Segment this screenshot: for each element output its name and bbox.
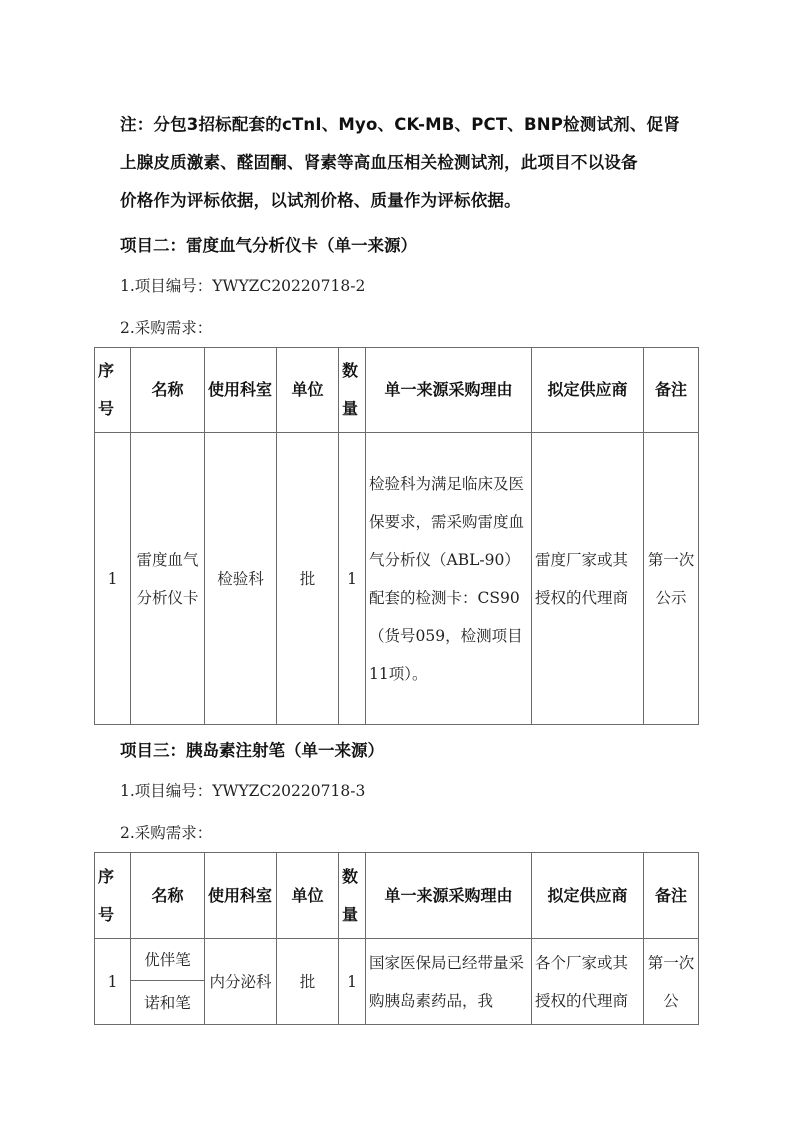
cell-remark: 第一次公 <box>644 939 699 1025</box>
header-unit: 单位 <box>277 853 339 939</box>
header-reason: 单一来源采购理由 <box>366 348 532 433</box>
header-reason: 单一来源采购理由 <box>366 853 532 939</box>
cell-dept: 检验科 <box>205 433 277 725</box>
cell-qty: 1 <box>339 939 366 1025</box>
cell-supplier: 雷度厂家或其授权的代理商 <box>532 433 644 725</box>
cell-remark: 第一次公示 <box>644 433 699 725</box>
cell-seq: 1 <box>95 939 131 1025</box>
table-row <box>95 939 699 981</box>
project2-title: 项目二：雷度血气分析仪卡（单一来源） <box>120 236 417 255</box>
project2-number: 1.项目编号：YWYZC20220718-2 <box>120 277 366 295</box>
cell-seq: 1 <box>95 433 131 725</box>
header-seq: 序号 <box>95 853 131 939</box>
header-name: 名称 <box>131 853 205 939</box>
header-supplier: 拟定供应商 <box>532 348 644 433</box>
project2-needs-label: 2.采购需求： <box>120 319 213 337</box>
header-dept: 使用科室 <box>205 853 277 939</box>
cell-qty: 1 <box>339 433 366 725</box>
table-row <box>95 433 699 725</box>
header-qty: 数量 <box>339 348 366 433</box>
header-name: 名称 <box>131 348 205 433</box>
cell-name-2: 诺和笔 <box>131 981 205 1025</box>
header-remark: 备注 <box>644 348 699 433</box>
header-qty: 数量 <box>339 853 366 939</box>
project3-needs-label: 2.采购需求： <box>120 824 213 842</box>
table-header-row <box>95 348 699 433</box>
cell-supplier: 各个厂家或其授权的代理商 <box>532 939 644 1025</box>
procurement-note <box>120 106 680 220</box>
header-dept: 使用科室 <box>205 348 277 433</box>
note-line-1: 注：分包3招标配套的cTnI、Myo、CK-MB、PCT、BNP检测试剂、促肾 <box>120 115 680 134</box>
header-supplier: 拟定供应商 <box>532 853 644 939</box>
note-line-2: 上腺皮质激素、醛固酮、肾素等高血压相关检测试剂，此项目不以设备 <box>120 153 638 172</box>
header-unit: 单位 <box>277 348 339 433</box>
cell-unit: 批 <box>277 939 339 1025</box>
project2-table <box>94 347 699 725</box>
note-line-3: 价格作为评标依据，以试剂价格、质量作为评标依据。 <box>120 191 521 210</box>
cell-unit: 批 <box>277 433 339 725</box>
cell-name-1: 优伴笔 <box>131 939 205 981</box>
project3-table <box>94 852 699 1025</box>
cell-reason: 检验科为满足临床及医保要求，需采购雷度血气分析仪（ABL-90）配套的检测卡：CS90（货号059，检测项目11项）。 <box>366 433 532 725</box>
cell-name: 雷度血气分析仪卡 <box>131 433 205 725</box>
cell-reason: 国家医保局已经带量采购胰岛素药品，我 <box>366 939 532 1025</box>
header-seq: 序号 <box>95 348 131 433</box>
project3-number: 1.项目编号：YWYZC20220718-3 <box>120 782 366 800</box>
table-header-row <box>95 853 699 939</box>
project3-title: 项目三：胰岛素注射笔（单一来源） <box>120 741 384 760</box>
header-remark: 备注 <box>644 853 699 939</box>
cell-dept: 内分泌科 <box>205 939 277 1025</box>
